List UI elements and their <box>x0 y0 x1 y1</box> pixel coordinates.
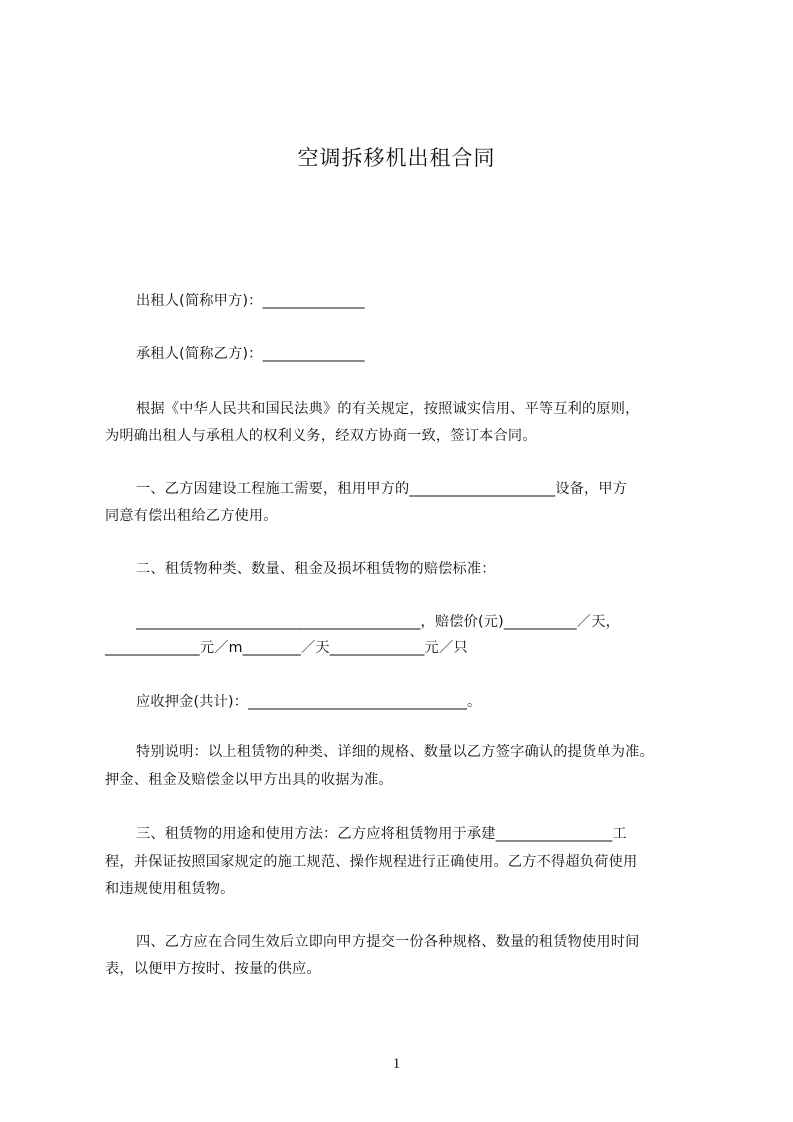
clause-2-line-2: _____________元／m________／天_____________元／只 <box>105 640 468 656</box>
clause-2-heading: 二、租赁物种类、数量、租金及损坏租赁物的赔偿标准： <box>136 561 496 577</box>
clause-1-line-1: 一、乙方因建设工程施工需要，租用甲方的____________________设备，甲方 <box>136 481 628 497</box>
deposit-line: 应收押金(共计)：______________________________。 <box>136 694 482 710</box>
clause-1-line-2: 同意有偿出租给乙方使用。 <box>105 508 278 524</box>
page-number: 1 <box>392 1056 401 1072</box>
clause-2-line-1: _______________________________________，赔偿价(元)__________／天， <box>136 614 620 630</box>
note-line-1: 特别说明：以上租赁物的种类、详细的规格、数量以乙方签字确认的提货单为准。 <box>136 744 654 760</box>
clause-4-line-2: 表，以便甲方按时、按量的供应。 <box>105 961 321 977</box>
note-line-2: 押金、租金及赔偿金以甲方出具的收据为准。 <box>105 772 393 788</box>
clause-3-line-2: 程，并保证按照国家规定的施工规范、操作规程进行正确使用。乙方不得超负荷使用 <box>105 854 638 870</box>
clause-4-line-1: 四、乙方应在合同生效后立即向甲方提交一份各种规格、数量的租赁物使用时间 <box>136 934 640 950</box>
preamble-line-1: 根据《中华人民共和国民法典》的有关规定，按照诚实信用、平等互利的原则， <box>136 401 640 417</box>
preamble-line-2: 为明确出租人与承租人的权利义务，经双方协商一致，签订本合同。 <box>105 428 537 444</box>
page-title: 空调拆移机出租合同 <box>297 146 496 170</box>
lessee-line: 承租人(简称乙方)：______________ <box>136 346 365 362</box>
lessor-line: 出租人(简称甲方)：______________ <box>136 293 365 309</box>
clause-3-line-3: 和违规使用租赁物。 <box>105 881 235 897</box>
clause-3-line-1: 三、租赁物的用途和使用方法：乙方应将租赁物用于承建________________工 <box>136 826 627 842</box>
